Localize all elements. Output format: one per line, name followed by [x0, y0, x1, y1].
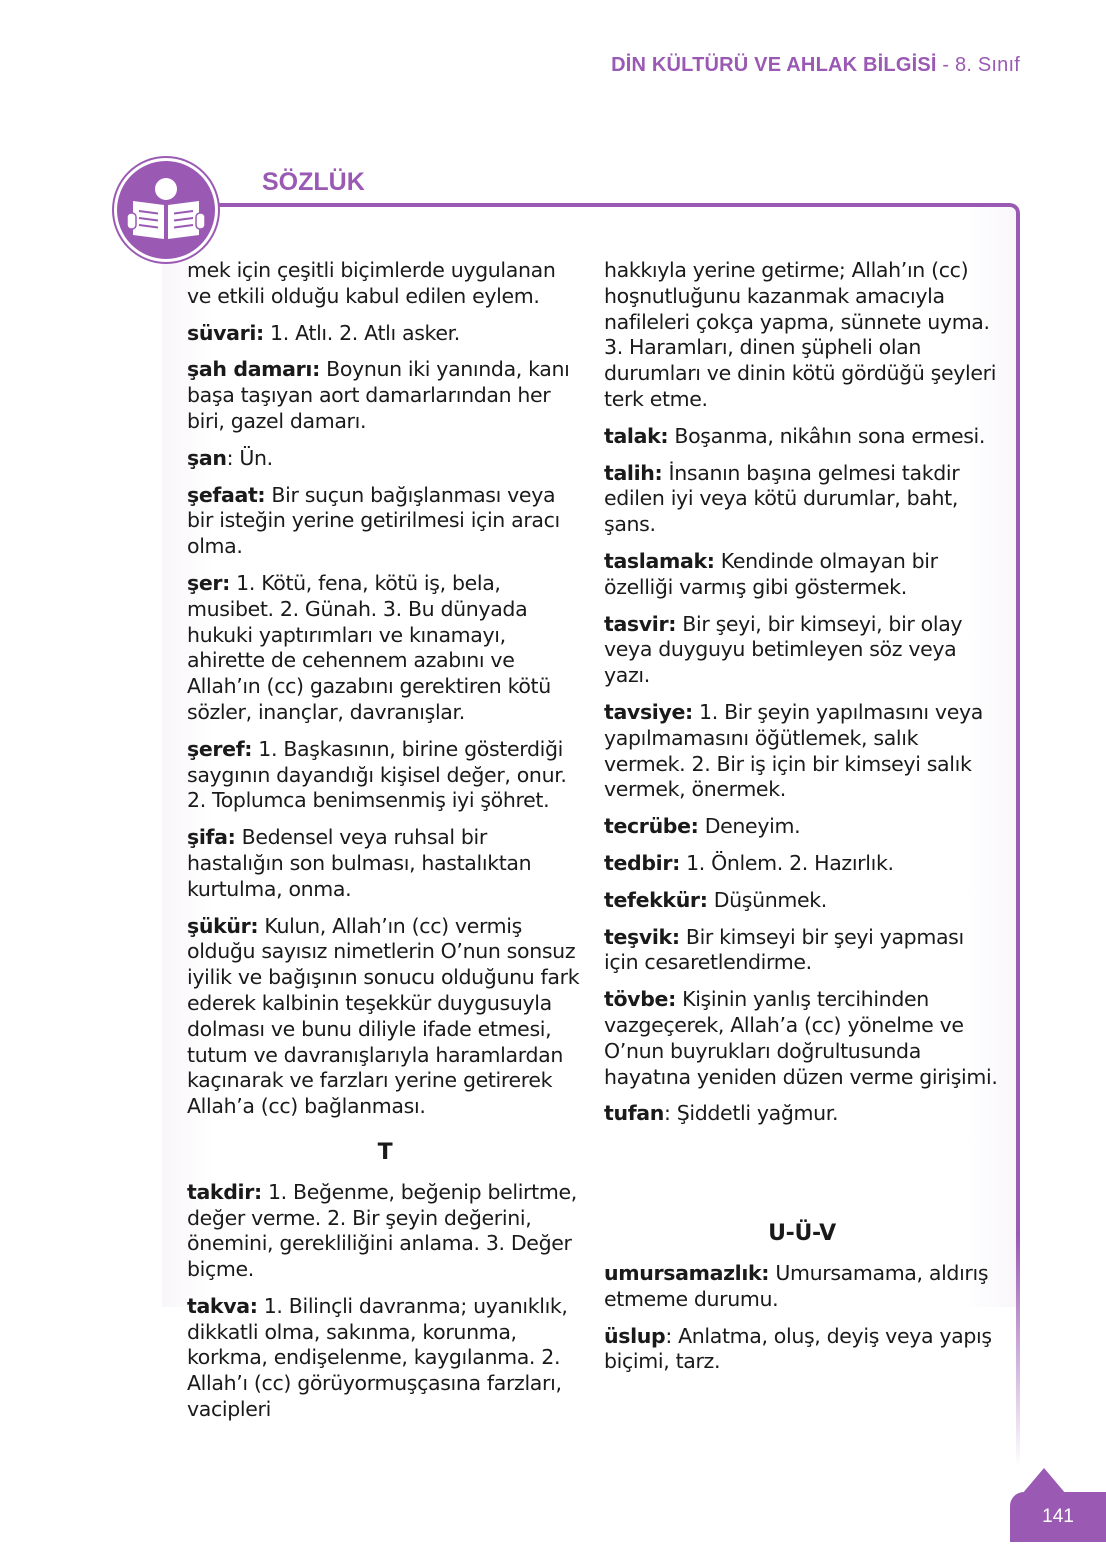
glossary-entry	[604, 888, 1000, 914]
glossary-definition: 1. Bir şeyin yapılmasını veya yapılmamasını öğütlemek, salık vermek. 2. Bir iş için bir kimseyi salık vermek, önermek.	[604, 699, 983, 802]
glossary-term: şer:	[187, 570, 231, 595]
glossary-entry	[604, 700, 1000, 803]
glossary-term: takdir:	[187, 1179, 262, 1204]
glossary-term: şifa:	[187, 825, 236, 850]
glossary-term: umursamazlık:	[604, 1260, 770, 1285]
glossary-definition: 1. Bilinçli davranma; uyanıklık, dikkatli olma, sakınma, korunma, korkma, endişelenme, kaygılanma. 2. Allah’ı (cc) görüyormuşçasına farzları, vacipleri	[187, 1293, 568, 1422]
glossary-definition: Umursamama, aldırış etmeme durumu.	[604, 1260, 989, 1311]
glossary-entry	[604, 987, 1000, 1090]
glossary-definition: Kulun, Allah’ın (cc) vermiş olduğu sayısız nimetlerin O’nun sonsuz iyilik ve bağışının sonucu olduğunu fark ederek kalbinin teşekkür duygusuyla dolması ve bunu diliyle ifade etmesi, tutum ve davranışlarıyla haramlardan kaçınarak ve farzları yerine getirerek Allah’a (cc) bağlanması.	[187, 913, 580, 1119]
glossary-term: teşvik:	[604, 924, 680, 949]
glossary-entry	[604, 1324, 1000, 1376]
glossary-definition: : Anlatma, oluş, deyiş veya yapış biçimi, tarz.	[604, 1323, 992, 1374]
glossary-term: şefaat:	[187, 482, 266, 507]
entry-continuation: hakkıyla yerine getirme; Allah’ın (cc) hoşnutluğunu kazanmak amacıyla nafileleri çokça yapma, sünnete uyma. 3. Haramları, dinen şüpheli olan durumları ve dinin kötü gördüğü şeyleri terk etme.	[604, 258, 997, 411]
glossary-definition: İnsanın başına gelmesi takdir edilen iyi veya kötü durumlar, baht, şans.	[604, 460, 960, 537]
section-title: SÖZLÜK	[262, 168, 365, 196]
glossary-term: talak:	[604, 423, 669, 448]
right-column	[604, 258, 1000, 1386]
glossary-definition: Bir suçun bağışlanması veya bir isteğin yerine getirilmesi için aracı olma.	[187, 482, 560, 559]
glossary-entry	[604, 424, 1000, 450]
glossary-term: şeref:	[187, 736, 253, 761]
glossary-definition: Kendinde olmayan bir özelliği varmış gibi göstermek.	[604, 548, 938, 599]
glossary-term: tefekkür:	[604, 887, 708, 912]
glossary-term: şan	[187, 445, 227, 470]
glossary-term: talih:	[604, 460, 663, 485]
glossary-definition: Boynun iki yanında, kanı başa taşıyan aort damarlarından her biri, gazel damarı.	[187, 357, 570, 433]
glossary-entry	[604, 925, 1000, 977]
glossary-entry	[604, 1261, 1000, 1313]
glossary-entry	[604, 549, 1000, 601]
glossary-definition: Kişinin yanlış tercihinden vazgeçerek, Allah’a (cc) yönelme ve O’nun buyrukları doğrultusunda hayatına yeniden düzen verme girişimi.	[604, 987, 998, 1089]
glossary-entry	[604, 851, 1000, 877]
glossary-term: tavsiye:	[604, 699, 693, 724]
glossary-definition: 1. Kötü, fena, kötü iş, bela, musibet. 2. Günah. 3. Bu dünyada hukuki yaptırımları ve kınamayı, ahirette de cehennem azabını ve Allah’ın (cc) gazabını gerektiren kötü sözler, inançlar, davranışlar.	[187, 570, 551, 724]
glossary-definition: Bir kimseyi bir şeyi yapması için cesaretlendirme.	[604, 924, 964, 975]
left-column	[187, 258, 583, 1434]
glossary-entry	[604, 612, 1000, 689]
open-book-reader-icon	[114, 158, 218, 262]
glossary-term: şükür:	[187, 913, 259, 938]
glossary-definition: Deneyim.	[698, 814, 801, 839]
header-title	[611, 54, 1020, 77]
glossary-definition: 1. Beğenme, beğenip belirtme, değer verme. 2. Bir şeyin değerini, önemini, gerekliliğini anlama. 3. Değer biçme.	[187, 1179, 577, 1282]
glossary-definition: : Ün.	[226, 445, 273, 470]
glossary-term: taslamak:	[604, 548, 715, 573]
glossary-entry	[187, 1294, 583, 1423]
letter-heading-uuv: U-Ü-V	[768, 1221, 836, 1247]
glossary-definition: Bedensel veya ruhsal bir hastalığın son bulması, hastalıktan kurtulma, onma.	[187, 825, 532, 901]
glossary-term: tövbe:	[604, 987, 676, 1012]
page-number: 141	[1010, 1492, 1106, 1542]
glossary-definition: 1. Önlem. 2. Hazırlık.	[679, 850, 894, 875]
glossary-term: şah damarı:	[187, 357, 320, 382]
glossary-term: tecrübe:	[604, 814, 699, 839]
header-grade: - 8. Sınıf	[936, 54, 1020, 76]
glossary-term: tasvir:	[604, 611, 677, 636]
glossary-entry	[604, 461, 1000, 538]
glossary-definition: : Şiddetli yağmur.	[664, 1101, 839, 1126]
letter-heading-t: T	[377, 1139, 393, 1165]
glossary-definition: 1. Atlı. 2. Atlı asker.	[263, 320, 460, 345]
glossary-definition: Boşanma, nikâhın sona ermesi.	[668, 423, 986, 448]
glossary-term: tedbir:	[604, 850, 680, 875]
glossary-entry	[187, 737, 583, 814]
glossary-entry	[187, 483, 583, 560]
glossary-entry	[187, 357, 583, 434]
glossary-entry	[187, 321, 583, 347]
glossary-definition: 1. Başkasının, birine gösterdiği saygının dayandığı kişisel değer, onur. 2. Toplumca benimsenmiş iyi şöhret.	[187, 736, 567, 813]
header-subject: DİN KÜLTÜRÜ VE AHLAK BİLGİSİ	[611, 54, 937, 76]
glossary-entry	[187, 571, 583, 726]
glossary-entry	[187, 1180, 583, 1283]
entry-continuation: mek için çeşitli biçimlerde uygulanan ve etkili olduğu kabul edilen eylem.	[187, 258, 556, 308]
glossary-entry	[187, 825, 583, 902]
glossary-entry	[187, 914, 583, 1120]
glossary-term: üslup	[604, 1323, 666, 1348]
glossary-term: takva:	[187, 1293, 258, 1318]
glossary-definition: Bir şeyi, bir kimseyi, bir olay veya duyguyu betimleyen söz veya yazı.	[604, 611, 963, 688]
glossary-term: süvari:	[187, 320, 264, 345]
glossary-term: tufan	[604, 1101, 664, 1126]
glossary-definition: Düşünmek.	[707, 887, 827, 912]
glossary-entry	[604, 1101, 1000, 1127]
glossary-entry	[187, 446, 583, 472]
glossary-entry	[604, 814, 1000, 840]
